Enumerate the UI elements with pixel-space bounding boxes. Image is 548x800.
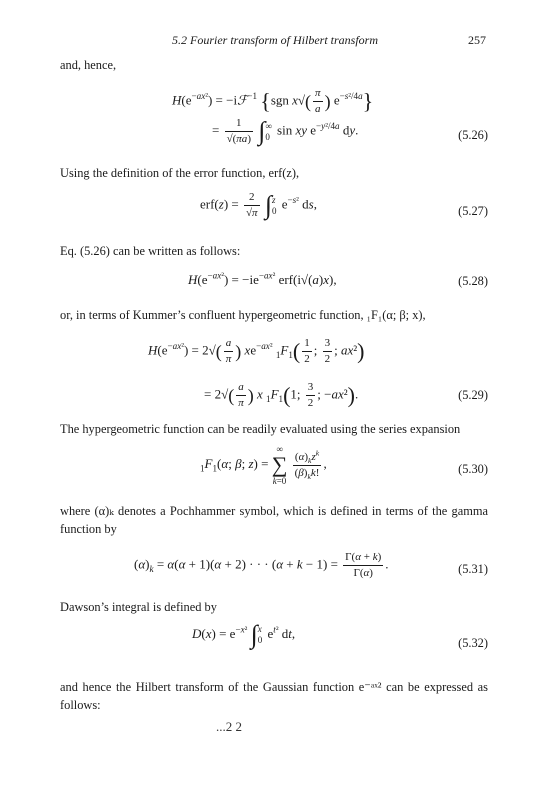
running-header bbox=[40, 33, 486, 49]
equation-number: (5.30) bbox=[458, 462, 488, 476]
equation-number: (5.31) bbox=[458, 562, 488, 576]
equation-number: (5.26) bbox=[458, 128, 488, 142]
equation-number: (5.29) bbox=[458, 388, 488, 402]
equation-5-30: $_1F_1(\alpha$; β; z) = ∞ ∑ k=0 $\frac{(\alpha)_kz^k}{(\beta)_kk!}$ , (5.30) bbox=[200, 444, 488, 486]
equation-5-28: $H(e^{-ax^2}) = -ie^{-ax^2}$ erf(i√(a)x), (5.28) bbox=[188, 270, 488, 288]
equation-5-32: $D(x) = e^{-x^2}$ ∫ x 0 $e^{t^2}$ dt, (5.32) bbox=[192, 620, 488, 650]
paragraph: where (α)ₖ denotes a Pochhammer symbol, which is defined in terms of the gamma function by bbox=[60, 504, 488, 536]
equation-5-27: erf(z) = $\frac{2}{√\pi}$ ∫ z 0 $e^{-s^2}$ ds, (5.27) bbox=[200, 190, 488, 220]
equation-number: (5.28) bbox=[458, 274, 488, 288]
paragraph: The hypergeometric function can be readily evaluated using the series expansion bbox=[60, 422, 461, 436]
equation-5-29-line1: $H(e^{-ax^2}) = 2√$( $\frac{a}{\pi}$ ) $xe^{-ax^2}$ $_1F_1$( $\frac{1}{2}$ ; $\frac{3}{2}$ ; ax²) bbox=[148, 337, 365, 365]
equation-number: (5.27) bbox=[458, 204, 488, 218]
paragraph: Dawson’s integral is defined by bbox=[60, 600, 217, 614]
equation-5-26-line2: = $\frac{1}{√(\pi a)}$ ∫ ∞ 0 sin xy $e^{-y^2/4a}$ dy. (5.26) bbox=[212, 116, 488, 146]
page-number: 257 bbox=[468, 33, 486, 47]
paragraph: or, in terms of Kummer’s confluent hypergeometric function, ₁F₁(α; β; x), bbox=[60, 308, 426, 322]
paragraph: and hence the Hilbert transform of the Gaussian function e⁻ᵃˣ² can be expressed as follows: bbox=[60, 680, 488, 712]
running-title: 5.2 Fourier transform of Hilbert transform bbox=[172, 33, 379, 47]
equation-5-31: $(\alpha)_k = \alpha(\alpha + 1)(\alpha + 2)$ · · · (α + k − 1) = $\frac{\Gamma(\alpha + k)}{\Gamma(\alpha)}$ . (5.31) bbox=[134, 551, 488, 579]
cut-off-equation-fragment: ...2 2 bbox=[216, 719, 242, 731]
equation-number: (5.32) bbox=[458, 636, 488, 650]
paragraph: and, hence, bbox=[60, 58, 117, 72]
paragraph: Using the definition of the error function, erf(z), bbox=[60, 166, 300, 180]
equation-5-26-line1: $H(e^{-ax^2})$ = −iℱ$^{-1}$ {sgn x√( $\frac{\pi}{a}$ ) $e^{-s^2/4a}$} bbox=[172, 87, 374, 115]
paragraph: Eq. (5.26) can be written as follows: bbox=[60, 244, 241, 258]
equation-5-29-line2: = 2√( $\frac{a}{\pi}$ ) x $_1F_1(1$; $\frac{3}{2}$ ; −ax²). (5.29) bbox=[204, 381, 488, 409]
